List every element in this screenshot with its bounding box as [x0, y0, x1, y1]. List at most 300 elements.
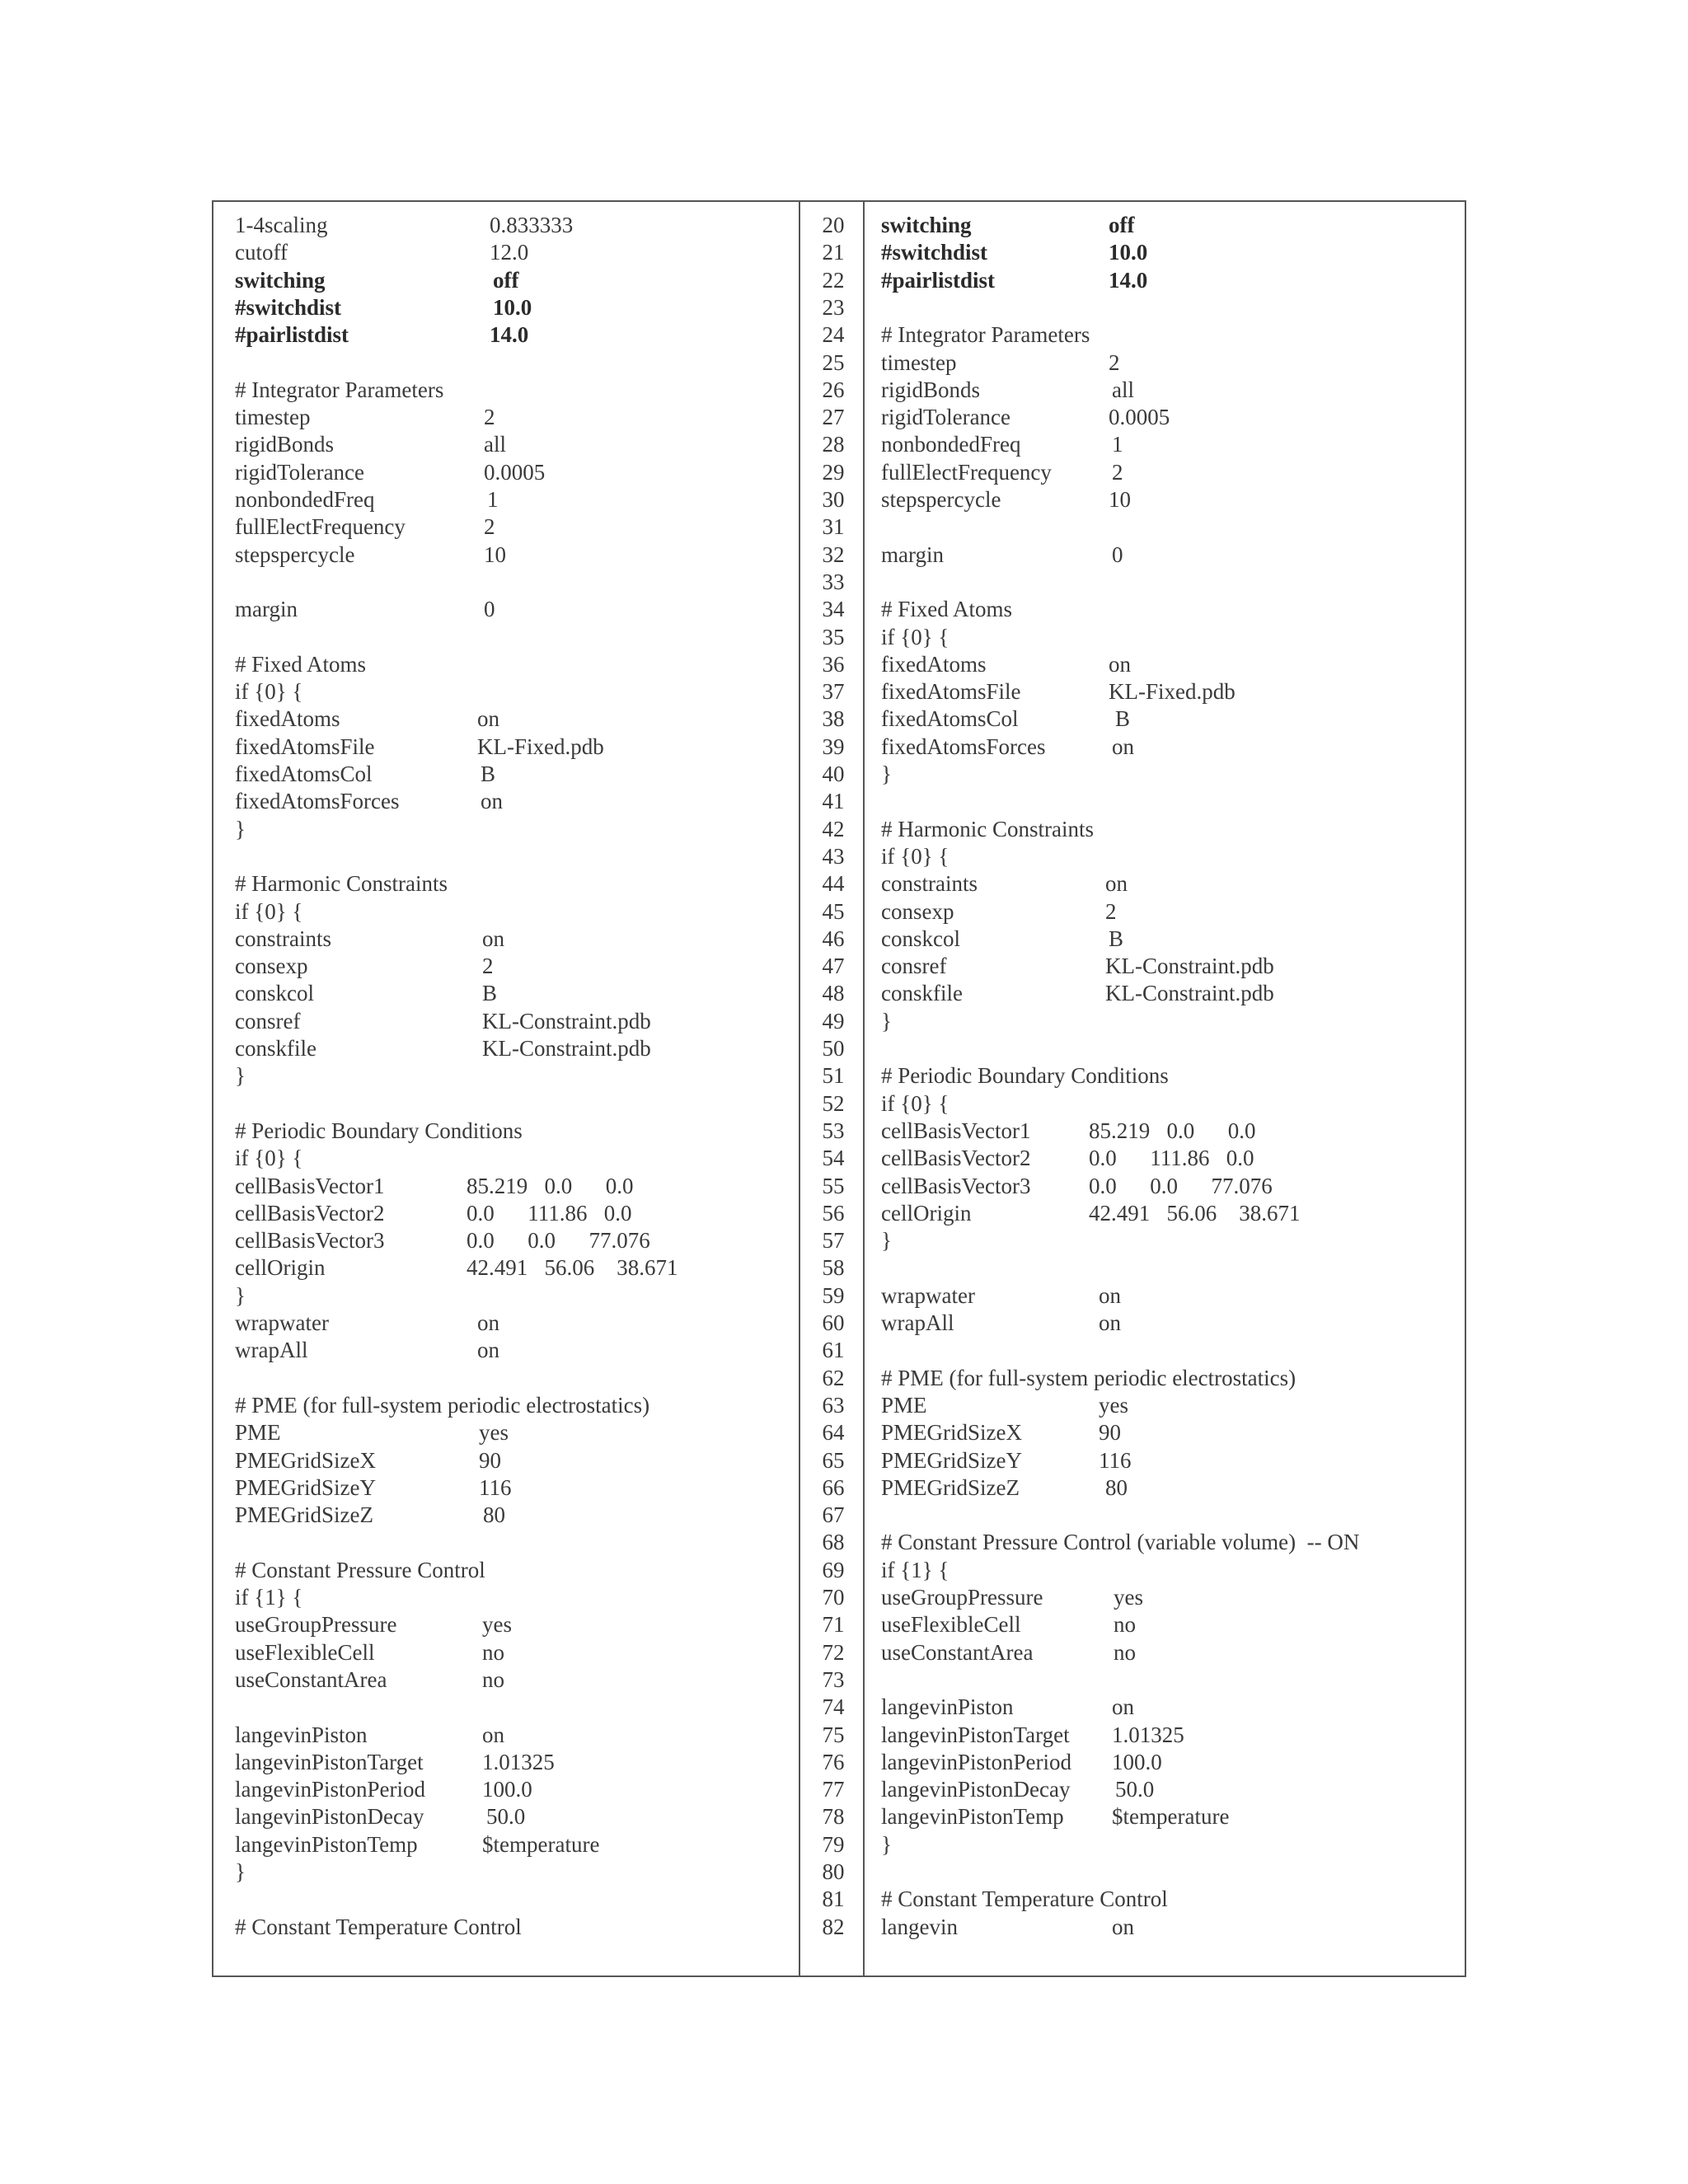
code-line: [213, 1227, 799, 1254]
code-line: [213, 1118, 799, 1145]
line-number: 52: [822, 1090, 845, 1116]
line-number: 55: [822, 1173, 845, 1198]
code-line: [213, 1200, 799, 1227]
code-line: [865, 843, 1465, 870]
code-line: [213, 1008, 799, 1035]
config-key: fixedAtomsCol: [881, 706, 1019, 732]
code-line: [865, 1803, 1465, 1830]
config-value: 2: [482, 954, 494, 979]
line-number: 24: [822, 322, 845, 348]
config-value: 10.0: [1109, 240, 1148, 265]
config-key: fixedAtoms: [235, 706, 340, 732]
code-line: [213, 513, 799, 541]
code-comment: }: [235, 1063, 246, 1089]
code-line: [865, 541, 1465, 569]
config-key: PMEGridSizeZ: [881, 1474, 1020, 1500]
code-line: [213, 541, 799, 569]
config-key: PMEGridSizeX: [235, 1447, 376, 1473]
config-key: constraints: [235, 926, 331, 951]
code-line: [213, 1145, 799, 1172]
config-value: 0.0005: [1109, 405, 1170, 430]
config-key: rigidBonds: [881, 377, 981, 402]
code-line: [865, 1145, 1465, 1172]
code-line: [865, 1666, 1465, 1694]
config-value: yes: [479, 1420, 509, 1446]
code-line: [213, 1694, 799, 1721]
code-line: [213, 1062, 799, 1090]
code-line: [865, 377, 1465, 404]
config-key: wrapAll: [235, 1338, 308, 1363]
code-line: [213, 1090, 799, 1118]
config-key: fullElectFrequency: [235, 514, 406, 540]
code-line: [865, 1035, 1465, 1062]
config-key: #pairlistdist: [881, 267, 996, 293]
line-number: 70: [822, 1585, 845, 1610]
config-value: 2: [484, 405, 495, 430]
code-line: [865, 1419, 1465, 1446]
config-value: on: [482, 926, 504, 951]
config-value: 14.0: [1109, 267, 1148, 293]
line-number: 82: [822, 1914, 845, 1939]
code-line: [213, 569, 799, 596]
code-line: [865, 1502, 1465, 1529]
line-number: 22: [822, 267, 845, 293]
code-line: [865, 1749, 1465, 1776]
code-line: [213, 1447, 799, 1474]
code-listing-frame: [212, 200, 1466, 1977]
line-number: 78: [822, 1804, 845, 1830]
code-comment: }: [235, 1859, 246, 1884]
code-line: [213, 1474, 799, 1502]
code-comment: # PME (for full-system periodic electrostatics): [881, 1365, 1296, 1390]
config-key: langevin: [881, 1914, 958, 1939]
config-key: PMEGridSizeY: [881, 1447, 1022, 1473]
line-number: 37: [822, 679, 845, 705]
config-value: 1: [487, 487, 499, 512]
config-key: wrapwater: [235, 1310, 329, 1335]
config-value: 10: [1109, 487, 1131, 512]
line-number: 42: [822, 816, 845, 841]
config-key: fixedAtoms: [881, 651, 987, 677]
config-key: langevinPistonDecay: [881, 1777, 1071, 1802]
config-key: rigidTolerance: [881, 405, 1011, 430]
config-value: no: [482, 1666, 504, 1692]
code-line: [213, 1831, 799, 1858]
code-line: [865, 1200, 1465, 1227]
code-line: [213, 1914, 799, 1941]
config-key: wrapAll: [881, 1310, 954, 1335]
code-line: [865, 870, 1465, 898]
config-key: PMEGridSizeY: [235, 1474, 376, 1500]
line-number: 53: [822, 1118, 845, 1143]
code-line: [865, 1447, 1465, 1474]
line-number: 65: [822, 1447, 845, 1473]
config-key: margin: [881, 541, 944, 567]
config-value: KL-Constraint.pdb: [1105, 954, 1274, 979]
config-key: langevinPiston: [881, 1694, 1014, 1720]
config-value: 85.219 0.0 0.0: [1089, 1118, 1256, 1143]
code-line: [865, 294, 1465, 321]
config-value: 0.833333: [490, 213, 574, 237]
code-line: [213, 486, 799, 513]
code-line: [865, 761, 1465, 788]
line-number: 43: [822, 843, 845, 869]
code-line: [865, 926, 1465, 953]
code-line: [865, 980, 1465, 1007]
line-number: 59: [822, 1282, 845, 1308]
config-key: useFlexibleCell: [235, 1639, 375, 1665]
line-number: 64: [822, 1420, 845, 1446]
config-value: off: [493, 267, 519, 293]
config-value: 2: [1109, 349, 1120, 375]
config-value: 116: [479, 1474, 512, 1500]
line-number: 71: [822, 1612, 845, 1638]
config-key: timestep: [235, 405, 311, 430]
code-line: [213, 953, 799, 980]
line-number: 72: [822, 1639, 845, 1665]
config-key: fullElectFrequency: [881, 459, 1052, 485]
code-comment: # Constant Temperature Control: [881, 1886, 1168, 1912]
line-number: 28: [822, 432, 845, 457]
code-line: [213, 321, 799, 349]
config-value: no: [1114, 1612, 1136, 1638]
config-value: on: [477, 1338, 499, 1363]
config-value: 2: [484, 514, 495, 540]
config-key: PME: [235, 1420, 281, 1446]
code-line: [865, 705, 1465, 733]
config-value: 10: [484, 541, 506, 567]
config-key: #switchdist: [881, 240, 988, 265]
config-value: 100.0: [482, 1777, 532, 1802]
code-line: [865, 212, 1465, 239]
config-key: fixedAtomsFile: [235, 733, 375, 759]
code-line: [213, 1666, 799, 1694]
line-number: 40: [822, 762, 845, 786]
line-number: 23: [822, 294, 845, 320]
line-number: 76: [822, 1749, 845, 1774]
line-number: 48: [822, 981, 845, 1006]
code-line: [213, 816, 799, 843]
code-line: [865, 1694, 1465, 1721]
line-number: 67: [822, 1502, 845, 1528]
code-comment: # Integrator Parameters: [881, 322, 1090, 348]
line-number: 79: [822, 1831, 845, 1857]
config-value: 90: [1099, 1420, 1121, 1446]
config-value: yes: [482, 1612, 512, 1638]
config-value: 42.491 56.06 38.671: [467, 1255, 678, 1281]
config-value: off: [1109, 213, 1135, 237]
code-line: [865, 1722, 1465, 1749]
config-value: 2: [1105, 898, 1117, 924]
config-key: nonbondedFreq: [235, 487, 375, 512]
config-key: langevinPistonDecay: [235, 1804, 424, 1830]
config-value: 0.0 0.0 77.076: [1089, 1173, 1273, 1198]
line-number: 77: [822, 1777, 845, 1802]
line-number: 30: [822, 487, 845, 512]
config-value: 2: [1112, 459, 1123, 485]
config-key: 1-4scaling: [235, 213, 328, 237]
config-value: on: [1109, 651, 1131, 677]
config-key: consref: [881, 954, 947, 979]
config-value: 42.491 56.06 38.671: [1089, 1200, 1301, 1226]
line-number: 20: [822, 213, 845, 237]
config-key: fixedAtomsCol: [235, 762, 373, 786]
code-comment: if {0} {: [235, 1146, 303, 1171]
config-value: all: [484, 432, 506, 457]
code-line: [865, 1611, 1465, 1638]
code-line: [865, 596, 1465, 623]
line-number: 29: [822, 459, 845, 485]
config-key: PMEGridSizeX: [881, 1420, 1022, 1446]
config-value: $temperature: [1112, 1804, 1230, 1830]
config-value: on: [1099, 1310, 1121, 1335]
config-key: langevinPistonTarget: [235, 1749, 424, 1774]
config-value: no: [1114, 1639, 1136, 1665]
code-line: [213, 1365, 799, 1392]
config-key: langevinPistonPeriod: [881, 1749, 1071, 1774]
config-key: cutoff: [235, 240, 288, 265]
code-comment: # Harmonic Constraints: [235, 871, 448, 897]
code-line: [865, 1529, 1465, 1556]
code-line: [213, 1419, 799, 1446]
line-number: 66: [822, 1474, 845, 1500]
code-line: [213, 926, 799, 953]
code-comment: # Constant Pressure Control: [235, 1557, 485, 1582]
code-line: [865, 404, 1465, 431]
config-key: rigidBonds: [235, 432, 335, 457]
code-line: [865, 1118, 1465, 1145]
code-line: [213, 404, 799, 431]
config-value: $temperature: [482, 1831, 600, 1857]
line-number: 39: [822, 733, 845, 759]
line-number: 50: [822, 1036, 845, 1061]
line-number: 80: [822, 1859, 845, 1884]
config-value: B: [481, 762, 496, 786]
line-number: 46: [822, 926, 845, 951]
config-value: yes: [1099, 1392, 1128, 1418]
code-comment: if {0} {: [881, 843, 950, 869]
config-key: timestep: [881, 349, 957, 375]
config-value: B: [1115, 706, 1131, 732]
code-line: [865, 349, 1465, 377]
config-value: 1.01325: [1112, 1722, 1184, 1747]
config-key: fixedAtomsForces: [235, 789, 400, 814]
code-line: [865, 459, 1465, 486]
code-line: [213, 788, 799, 815]
line-number: 73: [822, 1666, 845, 1692]
line-number: 68: [822, 1530, 845, 1555]
code-comment: # Fixed Atoms: [235, 651, 367, 677]
config-value: 1: [1112, 432, 1123, 457]
code-line: [865, 1090, 1465, 1118]
code-line: [213, 1173, 799, 1200]
code-line: [865, 431, 1465, 458]
code-comment: if {0} {: [881, 624, 950, 649]
code-line: [865, 1173, 1465, 1200]
code-line: [865, 1365, 1465, 1392]
code-line: [213, 1337, 799, 1364]
config-value: 90: [479, 1447, 501, 1473]
code-line: [865, 953, 1465, 980]
line-number: 35: [822, 624, 845, 649]
code-comment: # Integrator Parameters: [235, 377, 444, 402]
config-value: yes: [1114, 1585, 1143, 1610]
line-number: 38: [822, 706, 845, 732]
code-comment: if {0} {: [881, 1090, 950, 1116]
line-number: 74: [822, 1694, 845, 1720]
code-line: [213, 377, 799, 404]
code-line: [213, 1529, 799, 1556]
code-line: [865, 1914, 1465, 1941]
config-value: on: [1112, 1914, 1134, 1939]
config-key: stepspercycle: [235, 541, 355, 567]
code-line: [213, 596, 799, 623]
config-key: cellBasisVector2: [235, 1200, 385, 1226]
config-key: PMEGridSizeZ: [235, 1502, 373, 1528]
config-value: 80: [1105, 1474, 1128, 1500]
code-line: [865, 321, 1465, 349]
line-number: 47: [822, 954, 845, 979]
config-key: useGroupPressure: [235, 1612, 397, 1638]
code-line: [213, 898, 799, 926]
config-key: #switchdist: [235, 294, 342, 320]
code-line: [213, 1749, 799, 1776]
code-line: [865, 1254, 1465, 1282]
code-line: [213, 980, 799, 1007]
line-number: 60: [822, 1310, 845, 1335]
config-key: langevinPistonTarget: [881, 1722, 1070, 1747]
line-number: 44: [822, 871, 845, 897]
config-key: rigidTolerance: [235, 459, 365, 485]
code-line: [213, 1282, 799, 1310]
code-comment: # Constant Pressure Control (variable volume) -- ON: [881, 1530, 1360, 1555]
line-number: 34: [822, 597, 845, 622]
line-number: 27: [822, 405, 845, 430]
code-line: [213, 1611, 799, 1638]
line-number: 45: [822, 898, 845, 924]
config-key: consexp: [235, 954, 308, 979]
config-value: B: [482, 981, 498, 1006]
config-value: KL-Fixed.pdb: [477, 733, 604, 759]
config-key: switching: [235, 267, 326, 293]
config-key: cellBasisVector3: [881, 1173, 1031, 1198]
code-comment: # Constant Temperature Control: [235, 1914, 522, 1939]
code-comment: if {0} {: [235, 679, 303, 705]
line-number: 81: [822, 1886, 845, 1912]
code-line: [865, 1227, 1465, 1254]
code-comment: if {0} {: [235, 898, 303, 924]
code-line: [213, 294, 799, 321]
code-line: [865, 239, 1465, 266]
config-key: cellBasisVector1: [881, 1118, 1031, 1143]
line-number: 36: [822, 651, 845, 677]
code-line: [213, 1392, 799, 1419]
code-line: [865, 513, 1465, 541]
code-line: [865, 1008, 1465, 1035]
code-line: [213, 651, 799, 678]
code-line: [213, 267, 799, 294]
line-number: 69: [822, 1557, 845, 1582]
config-value: 0.0 111.86 0.0: [467, 1200, 632, 1226]
code-comment: }: [881, 1831, 892, 1857]
line-number: 26: [822, 377, 845, 402]
config-value: 14.0: [490, 322, 529, 348]
code-line: [213, 1584, 799, 1611]
config-key: cellBasisVector2: [881, 1146, 1031, 1171]
config-key: conskcol: [881, 926, 960, 951]
code-line: [865, 1062, 1465, 1090]
line-number: 49: [822, 1008, 845, 1033]
code-line: [213, 239, 799, 266]
code-line: [865, 624, 1465, 651]
config-key: conskcol: [235, 981, 314, 1006]
code-comment: }: [235, 816, 246, 841]
config-key: consref: [235, 1008, 301, 1033]
code-comment: # Periodic Boundary Conditions: [235, 1118, 523, 1143]
code-line: [213, 431, 799, 458]
code-comment: # Periodic Boundary Conditions: [881, 1063, 1169, 1089]
config-value: on: [482, 1722, 504, 1747]
code-line: [865, 1392, 1465, 1419]
code-line: [213, 624, 799, 651]
config-key: useGroupPressure: [881, 1585, 1043, 1610]
code-line: [865, 1831, 1465, 1858]
line-number: 63: [822, 1392, 845, 1418]
config-key: PME: [881, 1392, 927, 1418]
line-number: 51: [822, 1063, 845, 1089]
config-value: KL-Fixed.pdb: [1109, 679, 1236, 705]
config-value: B: [1109, 926, 1124, 951]
config-key: constraints: [881, 871, 978, 897]
code-line: [213, 733, 799, 761]
config-value: on: [477, 706, 499, 732]
code-line: [865, 1282, 1465, 1310]
config-key: cellBasisVector1: [235, 1173, 385, 1198]
config-value: on: [1112, 1694, 1134, 1720]
code-comment: }: [881, 1008, 892, 1033]
code-line: [213, 1502, 799, 1529]
code-line: [213, 1776, 799, 1803]
code-line: [213, 843, 799, 870]
code-line: [213, 459, 799, 486]
code-comment: }: [235, 1282, 246, 1308]
code-line: [865, 733, 1465, 761]
config-value: on: [477, 1310, 499, 1335]
config-key: langevinPistonPeriod: [235, 1777, 425, 1802]
config-value: 0: [484, 597, 495, 622]
config-key: useConstantArea: [881, 1639, 1034, 1665]
code-line: [865, 1776, 1465, 1803]
config-value: 116: [1099, 1447, 1132, 1473]
code-line: [865, 1858, 1465, 1886]
code-line: [865, 1639, 1465, 1666]
config-key: switching: [881, 213, 972, 237]
code-line: [213, 1639, 799, 1666]
code-line: [213, 1310, 799, 1337]
code-line: [213, 1722, 799, 1749]
line-number: 32: [822, 541, 845, 567]
code-comment: if {1} {: [235, 1585, 303, 1610]
code-line: [213, 1035, 799, 1062]
line-number: 25: [822, 349, 845, 375]
line-number: 41: [822, 789, 845, 814]
code-comment: if {1} {: [881, 1557, 950, 1582]
config-value: 80: [483, 1502, 505, 1528]
code-comment: # PME (for full-system periodic electrostatics): [235, 1392, 650, 1418]
code-line: [865, 1886, 1465, 1913]
code-line: [865, 678, 1465, 705]
line-number: 62: [822, 1365, 845, 1390]
